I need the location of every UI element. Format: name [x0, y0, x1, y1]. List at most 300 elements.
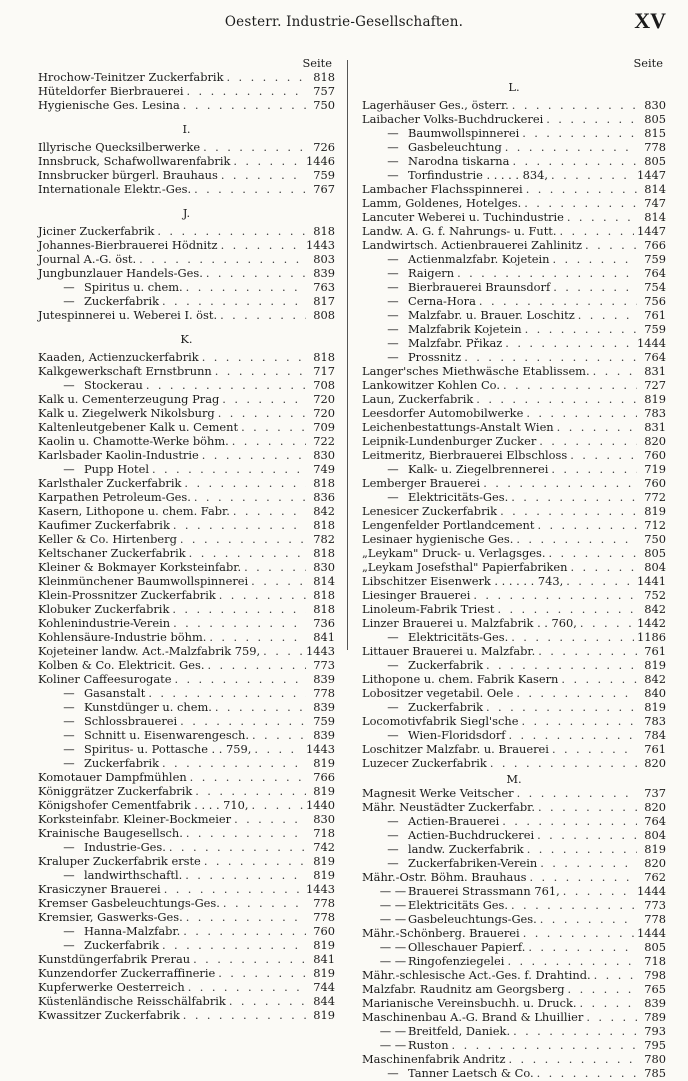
leader-dots — [233, 504, 306, 518]
index-entry — [38, 294, 335, 308]
entry-text: Wien-Floridsdorf — [408, 728, 506, 742]
entry-text: Komotauer Dampfmühlen — [38, 770, 187, 784]
leader-dots — [540, 912, 637, 926]
entry-text: Actien-Brauerei — [408, 814, 500, 828]
index-entry — [362, 602, 666, 616]
entry-page: 839 — [313, 672, 335, 686]
index-entry — [38, 168, 335, 182]
index-entry — [362, 982, 666, 996]
entry-text: Linoleum-Fabrik Triest — [362, 602, 495, 616]
entry-text: Illyrische Quecksilberwerke — [38, 140, 201, 154]
entry-name — [362, 476, 480, 490]
index-entry — [38, 364, 335, 378]
entry-text: Karlsbader Kaolin-Industrie — [38, 448, 199, 462]
leader-dots — [505, 140, 637, 154]
leader-dots — [580, 616, 634, 630]
index-entry — [38, 574, 335, 588]
entry-page: 818 — [313, 70, 335, 84]
index-entry — [38, 448, 335, 462]
leader-dots — [184, 476, 306, 490]
index-entry — [362, 476, 666, 490]
entry-page: 818 — [313, 518, 335, 532]
entry-page: 1442 — [637, 616, 666, 630]
ditto-dash: — — [63, 378, 75, 392]
entry-name — [362, 982, 565, 996]
entry-page: 830 — [313, 448, 335, 462]
leader-dots — [464, 350, 637, 364]
entry-name — [362, 926, 520, 940]
ditto-dash: — — [387, 842, 399, 856]
leader-dots — [173, 616, 306, 630]
leader-dots — [215, 364, 306, 378]
ditto-dash: — — — [379, 884, 407, 898]
entry-text: Malzfabr. u. Brauer. Loschitz — [408, 308, 575, 322]
ditto-dash: — — [387, 168, 399, 182]
entry-name — [362, 280, 550, 294]
ditto-dash: — — [387, 350, 399, 364]
entry-page: 831 — [644, 364, 666, 378]
seite-heading: Seite — [633, 56, 663, 70]
entry-name — [38, 518, 170, 532]
index-entry — [38, 238, 335, 252]
index-entry — [362, 1024, 666, 1038]
entry-text: Langer'sches Miethwäsche Etablissem. — [362, 364, 590, 378]
leader-dots — [561, 672, 637, 686]
index-entry — [362, 182, 666, 196]
index-entry — [362, 996, 666, 1010]
leader-dots — [594, 968, 637, 982]
entry-text: Lengenfelder Portlandcement — [362, 518, 535, 532]
index-entry — [362, 532, 666, 546]
entry-page: 709 — [313, 420, 335, 434]
entry-text: Keltschaner Zuckerfabrik — [38, 546, 186, 560]
seite-heading: Seite — [302, 56, 332, 70]
entry-name — [38, 84, 183, 98]
entry-page: 736 — [313, 616, 335, 630]
entry-name — [38, 770, 187, 784]
index-entry — [362, 518, 666, 532]
entry-name — [362, 800, 535, 814]
index-entry — [38, 406, 335, 420]
index-entry — [38, 854, 335, 868]
index-entry — [362, 616, 666, 630]
index-entry — [38, 980, 335, 994]
entry-name — [362, 448, 567, 462]
entry-page: 818 — [313, 546, 335, 560]
entry-text: Mähr.-schlesische Act.-Ges. f. Drahtind. — [362, 968, 591, 982]
entry-name — [38, 784, 192, 798]
entry-page: 798 — [644, 968, 666, 982]
leader-dots — [218, 966, 306, 980]
entry-text: „Leykam" Druck- u. Verlagsges. — [362, 546, 546, 560]
leader-dots — [209, 630, 306, 644]
entry-text: Malzfabr. Raudnitz am Georgsberg — [362, 982, 565, 996]
entry-page: 815 — [644, 126, 666, 140]
entry-text: Kleinmünchener Baumwollspinnerei — [38, 574, 249, 588]
index-entry — [362, 742, 666, 756]
entry-page: 793 — [644, 1024, 666, 1038]
entry-page: 817 — [313, 294, 335, 308]
index-entry — [362, 1038, 666, 1052]
entry-page: 708 — [313, 378, 335, 392]
ditto-dash: — — [63, 756, 75, 770]
entry-text: Mähr.-Schönberg. Brauerei — [362, 926, 520, 940]
index-entry — [38, 742, 335, 756]
entry-page: 785 — [644, 1066, 666, 1080]
page-title: Oesterr. Industrie-Gesellschaften. — [224, 14, 464, 30]
entry-text: Kaaden, Actienzuckerfabrik — [38, 350, 199, 364]
entry-name — [362, 112, 543, 126]
index-entry — [362, 448, 666, 462]
leader-dots — [568, 982, 637, 996]
entry-name — [38, 714, 177, 728]
ditto-dash: — — [387, 1066, 399, 1080]
leader-dots — [497, 602, 637, 616]
index-entry — [38, 308, 335, 322]
index-entry — [38, 252, 335, 266]
entry-text: Lithopone u. chem. Fabrik Kasern — [362, 672, 559, 686]
index-entry — [38, 518, 335, 532]
leader-dots — [486, 658, 637, 672]
entry-name — [38, 616, 170, 630]
entry-name — [38, 98, 180, 112]
index-entry — [362, 856, 666, 870]
entry-name — [38, 182, 191, 196]
leader-dots — [563, 884, 634, 898]
leader-dots — [516, 532, 637, 546]
index-entry — [362, 644, 666, 658]
entry-page: 759 — [644, 322, 666, 336]
index-entry — [38, 476, 335, 490]
index-entry — [362, 926, 666, 940]
index-entry — [362, 898, 666, 912]
column-divider — [347, 60, 348, 650]
entry-name — [38, 280, 183, 294]
entry-text: Hüteldorfer Bierbrauerei — [38, 84, 184, 98]
entry-name — [362, 786, 514, 800]
leader-dots — [500, 504, 637, 518]
entry-name — [362, 814, 499, 828]
entry-page: 720 — [313, 406, 335, 420]
entry-page: 842 — [313, 504, 335, 518]
leader-dots — [452, 1038, 637, 1052]
entry-page: 795 — [644, 1038, 666, 1052]
entry-text: Actienmalzfabr. Kojetein — [408, 252, 550, 266]
index-entry — [362, 560, 666, 574]
ditto-dash: — — [63, 840, 75, 854]
entry-text: Kohlenindustrie-Verein — [38, 616, 171, 630]
entry-name — [362, 898, 508, 912]
entry-text: Zuckerfabrik — [84, 938, 160, 952]
entry-name — [362, 266, 454, 280]
leader-dots — [525, 322, 637, 336]
index-entry — [38, 532, 335, 546]
entry-page: 773 — [313, 658, 335, 672]
index-entry — [38, 658, 335, 672]
section-letter: L. — [508, 80, 520, 94]
entry-name — [362, 462, 548, 476]
entry-text: Johannes-Bierbrauerei Hödnitz — [38, 238, 218, 252]
entry-text: landwirthschaftl. — [84, 868, 183, 882]
ditto-dash: — — [63, 686, 75, 700]
entry-name — [38, 910, 183, 924]
entry-text: Spiritus- u. Pottasche . . 759, — [84, 742, 252, 756]
entry-name — [38, 1008, 180, 1022]
entry-text: Zuckerfabrik — [84, 756, 160, 770]
ditto-dash: — — [63, 462, 75, 476]
entry-text: Lambacher Flachsspinnerei — [362, 182, 523, 196]
entry-text: Kalk u. Ziegelwerk Nikolsburg — [38, 406, 215, 420]
page-header — [0, 8, 688, 38]
index-entry — [38, 378, 335, 392]
section-letter: J. — [182, 206, 191, 220]
entry-name — [362, 182, 523, 196]
index-entry — [362, 728, 666, 742]
entry-name — [38, 756, 159, 770]
ditto-dash: — — — [379, 912, 407, 926]
leader-dots — [551, 462, 637, 476]
entry-page: 1444 — [637, 926, 666, 940]
entry-text: Maschinenbau A.-G. Brand & Lhuillier — [362, 1010, 584, 1024]
entry-text: Jungbunzlauer Handels-Ges. — [38, 266, 203, 280]
entry-page: 814 — [644, 210, 666, 224]
leader-dots — [186, 826, 306, 840]
ditto-dash: — — — [379, 940, 407, 954]
entry-name — [362, 968, 591, 982]
index-entry — [362, 364, 666, 378]
entry-page: 761 — [644, 644, 666, 658]
entry-page: 819 — [313, 938, 335, 952]
entry-page: 1443 — [306, 742, 335, 756]
leader-dots — [164, 882, 303, 896]
entry-text: Kwassitzer Zuckerfabrik — [38, 1008, 180, 1022]
index-entry — [362, 280, 666, 294]
page-number: XV — [634, 8, 666, 33]
entry-name — [38, 882, 161, 896]
index-entry — [38, 560, 335, 574]
index-entry — [362, 224, 666, 238]
entry-page: 840 — [644, 686, 666, 700]
entry-name — [362, 714, 518, 728]
entry-page: 737 — [644, 786, 666, 800]
entry-page: 778 — [313, 910, 335, 924]
leader-dots — [162, 756, 306, 770]
entry-name — [38, 434, 229, 448]
entry-name — [362, 210, 564, 224]
entry-page: 844 — [313, 994, 335, 1008]
entry-text: Leitmeritz, Bierbrauerei Elbschloss — [362, 448, 568, 462]
entry-text: Bierbrauerei Braunsdorf — [408, 280, 551, 294]
entry-name — [38, 448, 199, 462]
entry-text: Breitfeld, Daniek. — [408, 1024, 511, 1038]
entry-page: 818 — [313, 476, 335, 490]
index-entry — [362, 786, 666, 800]
leader-dots — [221, 238, 303, 252]
index-entry — [38, 686, 335, 700]
entry-name — [362, 546, 545, 560]
entry-name — [362, 884, 560, 898]
entry-page: 772 — [644, 490, 666, 504]
entry-page: 841 — [313, 952, 335, 966]
index-entry — [362, 154, 666, 168]
ditto-dash: — — — [379, 898, 407, 912]
entry-page: 1447 — [637, 168, 666, 182]
entry-text: Kunstdüngerfabrik Prerau — [38, 952, 191, 966]
entry-name — [362, 672, 558, 686]
entry-page: 717 — [313, 364, 335, 378]
entry-text: Industrie-Ges. — [84, 840, 166, 854]
entry-page: 1440 — [306, 798, 335, 812]
entry-page: 804 — [644, 828, 666, 842]
entry-page: 766 — [644, 238, 666, 252]
ditto-dash: — — [387, 828, 399, 842]
index-entry — [38, 798, 335, 812]
entry-text: Kalk- u. Ziegelbrennerei — [408, 462, 549, 476]
leader-dots — [162, 938, 306, 952]
section-letter: K. — [180, 332, 193, 346]
ditto-dash: — — [63, 714, 75, 728]
entry-name — [362, 1024, 510, 1038]
leader-dots — [527, 842, 637, 856]
entry-name — [38, 532, 177, 546]
entry-name — [362, 308, 575, 322]
section-letter: M. — [506, 772, 522, 786]
leader-dots — [546, 112, 637, 126]
entry-page: 764 — [644, 266, 666, 280]
ditto-dash: — — [387, 728, 399, 742]
index-entry — [38, 672, 335, 686]
entry-page: 805 — [644, 546, 666, 560]
leader-dots — [511, 898, 637, 912]
entry-name — [362, 560, 567, 574]
index-entry — [38, 392, 335, 406]
index-entry — [38, 714, 335, 728]
entry-text: Pupp Hotel — [84, 462, 149, 476]
entry-page: 712 — [644, 518, 666, 532]
leader-dots — [570, 560, 637, 574]
entry-name — [38, 728, 249, 742]
entry-text: Elektricitäts-Ges. — [408, 630, 509, 644]
entry-name — [38, 378, 143, 392]
leader-dots — [553, 280, 637, 294]
index-entry — [362, 434, 666, 448]
leader-dots — [186, 910, 306, 924]
entry-page: 819 — [313, 854, 335, 868]
entry-page: 773 — [644, 898, 666, 912]
entry-text: Karlsthaler Zuckerfabrik — [38, 476, 182, 490]
index-entry — [38, 910, 335, 924]
ditto-dash: — — [387, 630, 399, 644]
index-entry — [362, 140, 666, 154]
section-letter: I. — [182, 122, 191, 136]
entry-page: 830 — [313, 560, 335, 574]
entry-name — [38, 812, 231, 826]
leader-dots — [162, 294, 306, 308]
entry-text: Kaufimer Zuckerfabrik — [38, 518, 170, 532]
entry-page: 760 — [313, 924, 335, 938]
index-entry — [362, 672, 666, 686]
entry-name — [38, 224, 154, 238]
leader-dots — [552, 742, 637, 756]
entry-name — [362, 322, 522, 336]
ditto-dash: — — [387, 280, 399, 294]
index-entry — [362, 912, 666, 926]
entry-page: 818 — [313, 602, 335, 616]
entry-text: Korksteinfabr. Kleiner-Bockmeier — [38, 812, 232, 826]
leader-dots — [551, 168, 634, 182]
index-entry — [362, 322, 666, 336]
leader-dots — [540, 856, 637, 870]
entry-name — [362, 588, 470, 602]
entry-text: Jutespinnerei u. Weberei I. öst. — [38, 308, 218, 322]
entry-page: 764 — [644, 350, 666, 364]
index-entry — [362, 196, 666, 210]
entry-text: Hrochow-Teinitzer Zuckerfabrik — [38, 70, 224, 84]
entry-name — [362, 1010, 583, 1024]
index-entry — [362, 842, 666, 856]
entry-name — [362, 434, 536, 448]
entry-name — [38, 994, 226, 1008]
ditto-dash: — — [387, 658, 399, 672]
entry-text: Linzer Brauerei u. Malzfabrik . . 760, — [362, 616, 577, 630]
entry-name — [38, 392, 219, 406]
entry-page: 778 — [313, 896, 335, 910]
entry-name — [362, 1066, 534, 1080]
ditto-dash: — — [387, 700, 399, 714]
leader-dots — [570, 448, 637, 462]
entry-name — [362, 532, 513, 546]
ditto-dash: — — [63, 938, 75, 952]
entry-name — [38, 966, 215, 980]
leader-dots — [204, 854, 306, 868]
entry-page: 727 — [644, 378, 666, 392]
entry-page: 839 — [313, 700, 335, 714]
leader-dots — [538, 644, 637, 658]
entry-page: 756 — [644, 294, 666, 308]
index-column-left — [38, 56, 335, 1022]
index-entry — [38, 462, 335, 476]
leader-dots — [579, 996, 637, 1010]
entry-page: 839 — [644, 996, 666, 1010]
leader-dots — [254, 742, 303, 756]
entry-page: 763 — [313, 280, 335, 294]
entry-text: Brauerei Strassmann 761, — [408, 884, 560, 898]
index-entry — [362, 954, 666, 968]
entry-page: 839 — [313, 266, 335, 280]
entry-name — [362, 504, 497, 518]
entry-page: 759 — [644, 252, 666, 266]
entry-text: Kunstdünger u. chem. — [84, 700, 212, 714]
entry-page: 762 — [644, 870, 666, 884]
index-entry — [362, 378, 666, 392]
entry-text: Torfindustrie . . . . . 834, — [408, 168, 549, 182]
entry-text: Locomotivfabrik Siegl'sche — [362, 714, 519, 728]
leader-dots — [252, 798, 303, 812]
entry-text: Spiritus u. chem. — [84, 280, 183, 294]
index-entry — [362, 462, 666, 476]
entry-page: 757 — [313, 84, 335, 98]
entry-name — [38, 602, 169, 616]
index-entry — [38, 420, 335, 434]
entry-name — [38, 476, 181, 490]
entry-name — [362, 350, 461, 364]
ditto-dash: — — [63, 280, 75, 294]
ditto-dash: — — [387, 336, 399, 350]
entry-name — [38, 490, 191, 504]
leader-dots — [190, 770, 306, 784]
leader-dots — [172, 602, 306, 616]
ditto-dash: — — [387, 294, 399, 308]
